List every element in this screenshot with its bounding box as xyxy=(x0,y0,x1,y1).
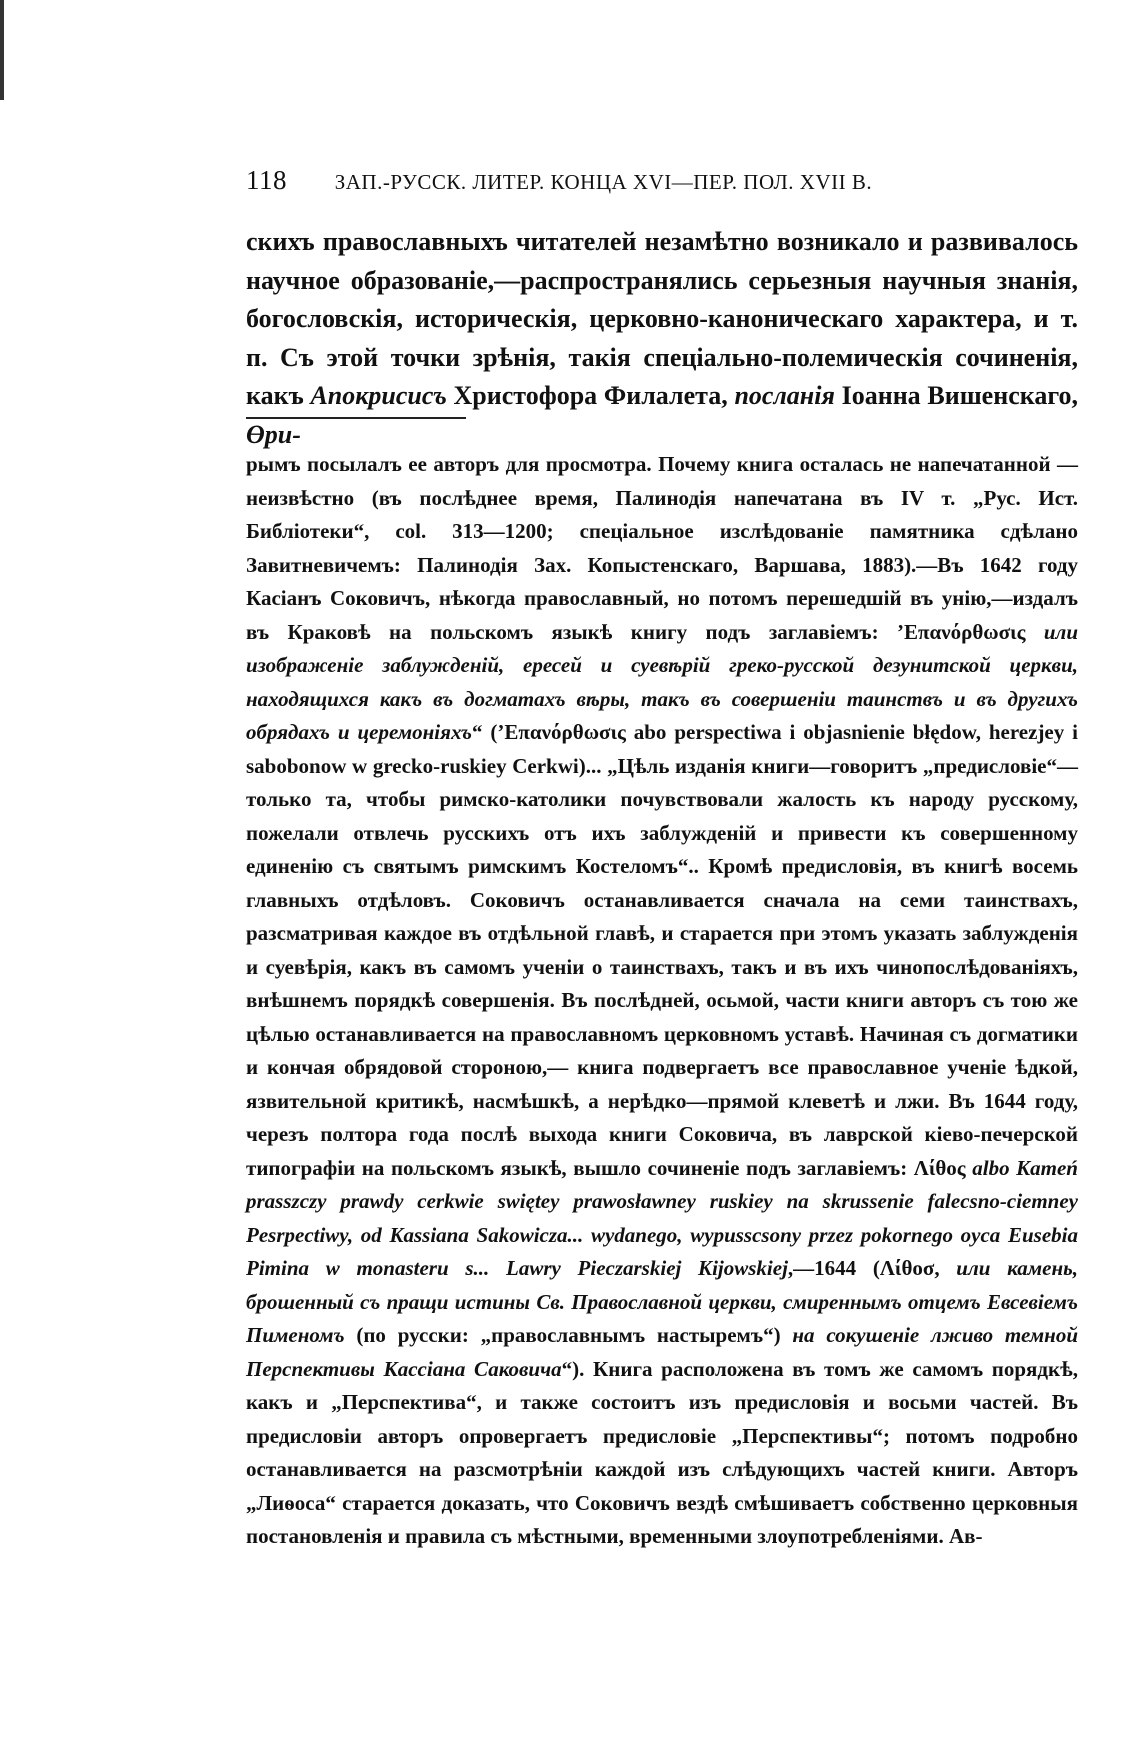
main-text xyxy=(246,223,1078,454)
running-title: ЗАП.-РУССК. ЛИТЕР. КОНЦА XVI—ПЕР. ПОЛ. XVII В. xyxy=(334,170,873,194)
page-number: 118 xyxy=(246,165,287,195)
main-paragraph: скихъ православныхъ читателей незамѣтно возникало и развивалось научное образованіе,—распространялись серьезныя научныя знанія, богословскія, историческія, церковно-каноническаго характера, и т. п. Съ этой точки зрѣнія, такія спеціально-полемическія сочиненія, какъ Апокрисисъ Христофора Филалета, посланія Іоанна Вишенскаго, Өри- xyxy=(246,227,1078,449)
footnote-divider xyxy=(246,417,466,419)
scan-edge-mark xyxy=(0,0,4,100)
page-header xyxy=(246,165,966,196)
footnote-paragraph: рымъ посылалъ ее авторъ для просмотра. Почему книга осталась не напечатанной — неизвѣстно (въ послѣднее время, Палинодія напечатана въ IV т. „Рус. Ист. Библіотеки“, col. 313—1200; спеціальное изслѣдованіе памятника сдѣлано Завитневичемъ: Палинодія Зах. Копыстенскаго, Варшава, 1883).—Въ 1642 году Касіанъ Соковичъ, нѣкогда православный, но потомъ перешедшій въ унію,—издалъ въ Краковѣ на польскомъ языкѣ книгу подъ заглавіемъ: ’Επανόρθωσις или изображеніе заблужденій, ересей и суевѣрій греко-русской дезунитской церкви, находящихся какъ въ догматахъ вѣры, такъ въ совершеніи таинствъ и въ другихъ обрядахъ и церемоніяхъ“ (’Επανόρθωσις abo perspectiwa i objasnienie błędow, herezjey i sabobonow w grecko-ruskiey Cerkwi)... „Цѣль изданія книги—говоритъ „предисловіе“—только та, чтобы римско-католики почувствовали жалость къ народу русскому, пожелали отвлечь русскихъ отъ ихъ заблужденій и привести къ совершенному единенію съ святымъ римскимъ Костеломъ“.. Кромѣ предисловія, въ книгѣ восемь главныхъ отдѣловъ. Соковичъ останавливается сначала на семи таинствахъ, разсматривая каждое въ отдѣльной главѣ, и старается при этомъ указать заблужденія и суевѣрія, какъ въ самомъ ученіи о таинствахъ, такъ и въ ихъ чинопослѣдованіяхъ, внѣшнемъ порядкѣ совершенія. Въ послѣдней, осьмой, части книги авторъ съ тою же цѣлью останавливается на православномъ церковномъ уставѣ. Начиная съ догматики и кончая обрядовой стороною,— книга подвергаетъ все православное ученіе ѣдкой, язвительной критикѣ, насмѣшкѣ, а нерѣдко—прямой клеветѣ и лжи. Въ 1644 году, черезъ полтора года послѣ выхода книги Соковича, въ лаврской кіево-печерской типографіи на польскомъ языкѣ, вышло сочиненіе подъ заглавіемъ: Λίθος albo Kameń prasszczy prawdy cerkwie swiętey prawosławney ruskiey na skrussenie falecsno-ciemney Pesrpectiwy, od Kassiana Sakowicza... wydanego, wypusscsony przez pokornego oyca Eusebia Pimina w monasteru s... Lawry Pieczarskiej Kijowskiej,—1644 (Λίθοσ, или камень, брошенный съ пращи истины Св. Православной церкви, смиреннымъ отцемъ Евсевіемъ Пименомъ (по русски: „православнымъ настыремъ“) на сокушеніе лживо темной Перспективы Кассіана Саковича“). Книга расположена въ томъ же самомъ порядкѣ, какъ и „Перспектива“, и также состоитъ изъ предисловія и восьми частей. Въ предисловіи авторъ опровергаетъ предисловіе „Перспективы“; потомъ подробно останавливается на разсмотрѣніи каждой изъ слѣдующихъ частей книги. Авторъ „Лиѳоса“ старается доказать, что Соковичъ вездѣ смѣшиваетъ собственно церковныя постановленія и правила съ мѣстными, временными злоупотребленіями. Ав- xyxy=(246,452,1078,1548)
footnote xyxy=(246,448,1078,1554)
